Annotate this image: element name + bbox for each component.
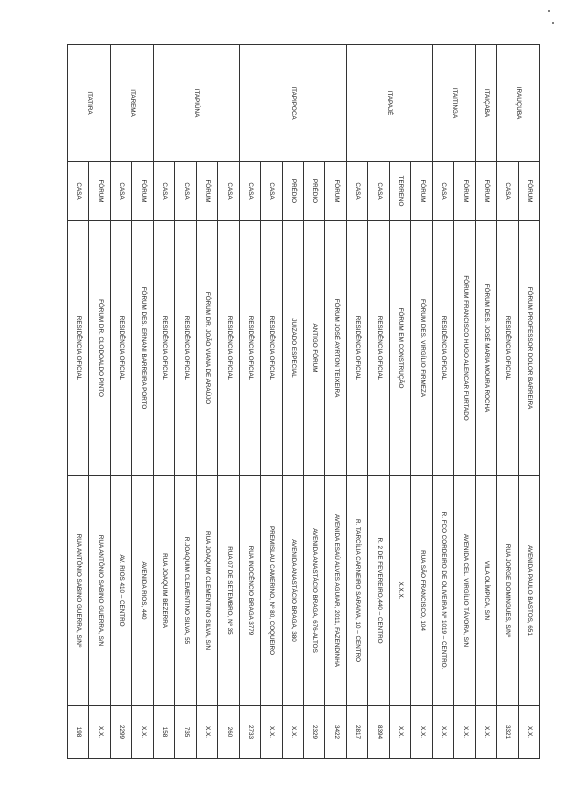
address-cell: R. 2 DE FEVEREIRO,440 – CENTRO	[368, 476, 389, 706]
name-cell: RESIDÊNCIA OFICIAL	[368, 221, 389, 476]
table-row	[454, 45, 475, 759]
number-cell: X.X.	[454, 706, 475, 759]
scan-speck	[552, 22, 554, 24]
city-cell: ITAITINGA	[432, 45, 475, 162]
table-row	[132, 45, 153, 759]
type-cell: CASA	[239, 162, 260, 221]
property-table	[67, 44, 540, 759]
number-cell: X.X.	[475, 706, 496, 759]
name-cell: RESIDÊNCIA OFICIAL	[218, 221, 239, 476]
number-cell: 735	[175, 706, 196, 759]
number-cell: 3422	[325, 706, 346, 759]
address-cell: R. FCO CORDEIRO DE OLIVEIRA Nº 1019 – CENTRO.	[432, 476, 453, 706]
type-cell: FÓRUM	[454, 162, 475, 221]
table-row	[475, 45, 496, 759]
address-cell: RUA JOAQUIM CLEMENTINO SILVA, S/N	[196, 476, 217, 706]
type-cell: FÓRUM	[89, 162, 110, 221]
number-cell: 2733	[239, 706, 260, 759]
type-cell: CASA	[346, 162, 367, 221]
number-cell: X.X.	[261, 706, 282, 759]
name-cell: FÓRUM DR. JOÃO VIANA DE ARAÚJO	[196, 221, 217, 476]
address-cell: RUA INOCÊNCIO BRAGA 3779	[239, 476, 260, 706]
address-cell: RUA SÃO FRANCISCO, 104	[411, 476, 432, 706]
address-cell: AVENIDA RIOS, 440	[132, 476, 153, 706]
name-cell: FÓRUM JOSÉ AYRTON TEIXEIRA	[325, 221, 346, 476]
number-cell: X.X.	[389, 706, 410, 759]
number-cell: X.X.	[432, 706, 453, 759]
address-cell: RUA ANTÔNIO SABINO GUERRA, S/N	[89, 476, 110, 706]
table-row	[411, 45, 432, 759]
name-cell: FÓRUM DES. ERNANI BARREIRA PORTO	[132, 221, 153, 476]
type-cell: FÓRUM	[132, 162, 153, 221]
name-cell: RESIDÊNCIA OFICIAL	[68, 221, 89, 476]
number-cell: X.X.	[411, 706, 432, 759]
type-cell: CASA	[110, 162, 131, 221]
name-cell: RESIDÊNCIA OFICIAL	[497, 221, 518, 476]
city-cell: ITAPIPOCA	[239, 45, 346, 162]
address-cell: R.JOAQUIM CLEMENTINO SILVA, 55	[175, 476, 196, 706]
name-cell: JUIZADO ESPECIAL	[282, 221, 303, 476]
name-cell: FÓRUM DES. JOSÉ MARIA MOURA ROCHA	[475, 221, 496, 476]
address-cell: RUA 07 DE SETEMBRO, Nº 35	[218, 476, 239, 706]
number-cell: X.X.	[132, 706, 153, 759]
property-table-body	[68, 45, 540, 759]
type-cell: FÓRUM	[411, 162, 432, 221]
number-cell: X.X.	[518, 706, 539, 759]
address-cell: AVENIDA CEL. VIRGÍLIO TÁVORA, S/N	[454, 476, 475, 706]
scan-speck	[548, 10, 550, 12]
type-cell: CASA	[368, 162, 389, 221]
type-cell: FÓRUM	[518, 162, 539, 221]
address-cell: AVENIDA ESAÚ ALVES AGUIAR, 2011, FAZENDINHA	[325, 476, 346, 706]
number-cell: 3321	[497, 706, 518, 759]
type-cell: CASA	[261, 162, 282, 221]
name-cell: FÓRUM DES. VIRGÍLIO FIRMEZA	[411, 221, 432, 476]
number-cell: 2817	[346, 706, 367, 759]
number-cell: 8394	[368, 706, 389, 759]
type-cell: FÓRUM	[325, 162, 346, 221]
city-cell: ITAPAJÉ	[346, 45, 432, 162]
type-cell: CASA	[68, 162, 89, 221]
address-cell: AVENIDA PAULO BASTOS, 651	[518, 476, 539, 706]
name-cell: RESIDÊNCIA OFICIAL	[239, 221, 260, 476]
name-cell: RESIDÊNCIA OFICIAL	[346, 221, 367, 476]
table-row	[325, 45, 346, 759]
address-cell: RUA ANTÔNIO SABINO GUERRA, S/Nº	[68, 476, 89, 706]
number-cell: X.X.	[282, 706, 303, 759]
name-cell: ANTIGO FÓRUM	[304, 221, 325, 476]
address-cell: RUA JORGE DOMINGUES, S/Nº	[497, 476, 518, 706]
table-row	[89, 45, 110, 759]
address-cell: RUA JOAQUIM BEZERRA	[153, 476, 174, 706]
name-cell: RESIDÊNCIA OFICIAL	[175, 221, 196, 476]
type-cell: FÓRUM	[196, 162, 217, 221]
name-cell: FÓRUM EM CONSTRUÇÃO	[389, 221, 410, 476]
type-cell: CASA	[175, 162, 196, 221]
number-cell: X.X.	[196, 706, 217, 759]
number-cell: 198	[68, 706, 89, 759]
name-cell: RESIDÊNCIA OFICIAL	[261, 221, 282, 476]
address-cell: VILA OLÍMPICA, S/N	[475, 476, 496, 706]
name-cell: RESIDÊNCIA OFICIAL	[153, 221, 174, 476]
type-cell: PRÉDIO	[282, 162, 303, 221]
type-cell: PRÉDIO	[304, 162, 325, 221]
type-cell: CASA	[153, 162, 174, 221]
number-cell: 158	[153, 706, 174, 759]
name-cell: RESIDÊNCIA OFICIAL	[432, 221, 453, 476]
type-cell: CASA	[432, 162, 453, 221]
number-cell: 260	[218, 706, 239, 759]
number-cell: 2329	[304, 706, 325, 759]
name-cell: FÓRUM FRANCISCO HUGO ALENCAR FURTADO	[454, 221, 475, 476]
table-row	[218, 45, 239, 759]
address-cell: AVENIDA ANASTÁCIO BRAGA, 380	[282, 476, 303, 706]
address-cell: AVENIDA ANASTÁCIO BRAGA, 676-ALTOS	[304, 476, 325, 706]
name-cell: FÓRUM DR. CLODOALDO PINTO	[89, 221, 110, 476]
name-cell: RESIDÊNCIA OFICIAL	[110, 221, 131, 476]
type-cell: TERRENO	[389, 162, 410, 221]
city-cell: ITAREMA	[110, 45, 153, 162]
city-cell: ITAPIÚNA	[153, 45, 239, 162]
type-cell: CASA	[497, 162, 518, 221]
table-row	[518, 45, 539, 759]
city-cell: ITAIÇABA	[475, 45, 496, 162]
type-cell: CASA	[218, 162, 239, 221]
number-cell: X.X.	[89, 706, 110, 759]
number-cell: 2299	[110, 706, 131, 759]
city-cell: IRAUÇUBA	[497, 45, 540, 162]
name-cell: FÓRUM PROFESSOR DOLOR BARREIRA	[518, 221, 539, 476]
address-cell: X.X.X.	[389, 476, 410, 706]
address-cell: PREMISLAU CAMERINO, Nº 80, COQUEIRO	[261, 476, 282, 706]
city-cell: ITATIRA	[68, 45, 111, 162]
address-cell: AV. RIOS 410 – CENTRO	[110, 476, 131, 706]
rotated-table-wrapper	[67, 44, 540, 759]
type-cell: FÓRUM	[475, 162, 496, 221]
address-cell: R. TARCÍLIA CARNEIRO SARAIVA, 10 – CENTRO	[346, 476, 367, 706]
